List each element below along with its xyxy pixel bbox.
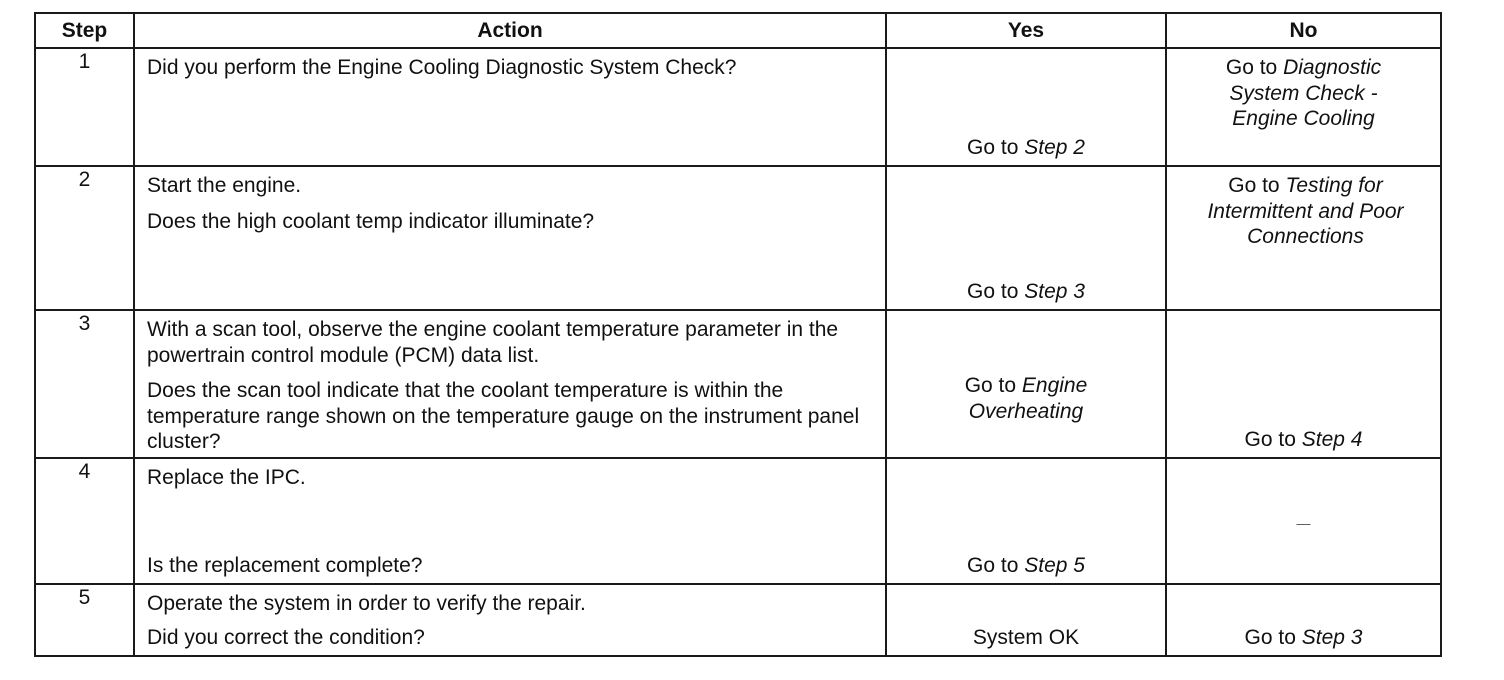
yes-link[interactable]: Engine Overheating	[968, 374, 1088, 423]
action-text: Operate the system in order to verify the repair.	[147, 592, 586, 615]
step-number: 2	[35, 166, 134, 310]
action-cell	[134, 48, 886, 166]
action-cell	[134, 310, 886, 458]
yes-prefix: Go to	[967, 554, 1025, 578]
yes-prefix: Go to	[964, 374, 1022, 397]
yes-cell	[886, 584, 1166, 656]
header-step: Step	[35, 13, 134, 48]
action-cell	[134, 584, 886, 656]
no-link[interactable]: Step 3	[1301, 626, 1363, 650]
step-number: 3	[35, 310, 134, 458]
action-cell	[134, 458, 886, 584]
action-cell	[134, 166, 886, 310]
header-action: Action	[134, 13, 886, 48]
action-text: Start the engine.	[147, 174, 302, 197]
header-no: No	[1166, 13, 1441, 48]
yes-link[interactable]: Step 2	[1024, 136, 1085, 160]
no-prefix: Go to	[1225, 56, 1284, 79]
no-cell	[1166, 48, 1441, 166]
action-text: With a scan tool, observe the engine coolant temperature parameter in the powertrain control module (PCM) data list.	[147, 318, 839, 367]
no-value: —	[1296, 515, 1311, 531]
no-cell	[1166, 310, 1441, 458]
step-number: 1	[35, 48, 134, 166]
yes-link[interactable]: Step 5	[1024, 554, 1085, 578]
diagnostic-table	[34, 12, 1442, 657]
yes-prefix: Go to	[967, 136, 1025, 160]
action-question: Does the high coolant temp indicator illuminate?	[147, 209, 595, 233]
step-number: 4	[35, 458, 134, 584]
yes-link[interactable]: Step 3	[1024, 280, 1085, 304]
action-text: Did you perform the Engine Cooling Diagnostic System Check?	[147, 56, 737, 79]
action-text: Replace the IPC.	[147, 466, 306, 489]
header-yes: Yes	[886, 13, 1166, 48]
no-cell	[1166, 458, 1441, 584]
table-row	[35, 584, 1441, 656]
no-prefix: Go to	[1228, 174, 1286, 197]
yes-value: System OK	[972, 626, 1080, 650]
action-question: Did you correct the condition?	[147, 625, 425, 649]
yes-prefix: Go to	[967, 280, 1025, 304]
no-link[interactable]: Diagnostic System Check - Engine Cooling	[1229, 56, 1382, 131]
no-cell	[1166, 166, 1441, 310]
table-row	[35, 310, 1441, 458]
step-number: 5	[35, 584, 134, 656]
no-link[interactable]: Testing for Intermittent and Poor Connections	[1207, 174, 1404, 249]
yes-cell	[886, 48, 1166, 166]
no-prefix: Go to	[1244, 626, 1302, 650]
yes-cell	[886, 458, 1166, 584]
no-link[interactable]: Step 4	[1301, 428, 1363, 452]
table-row	[35, 48, 1441, 166]
no-cell	[1166, 584, 1441, 656]
yes-cell	[886, 310, 1166, 458]
table-row	[35, 458, 1441, 584]
table-header-row	[35, 13, 1441, 48]
table-row	[35, 166, 1441, 310]
action-question: Is the replacement complete?	[147, 554, 423, 578]
action-question: Does the scan tool indicate that the coolant temperature is within the temperature range shown on the temperature gauge on the instrument panel cluster?	[147, 379, 860, 454]
yes-cell	[886, 166, 1166, 310]
no-prefix: Go to	[1244, 428, 1302, 452]
